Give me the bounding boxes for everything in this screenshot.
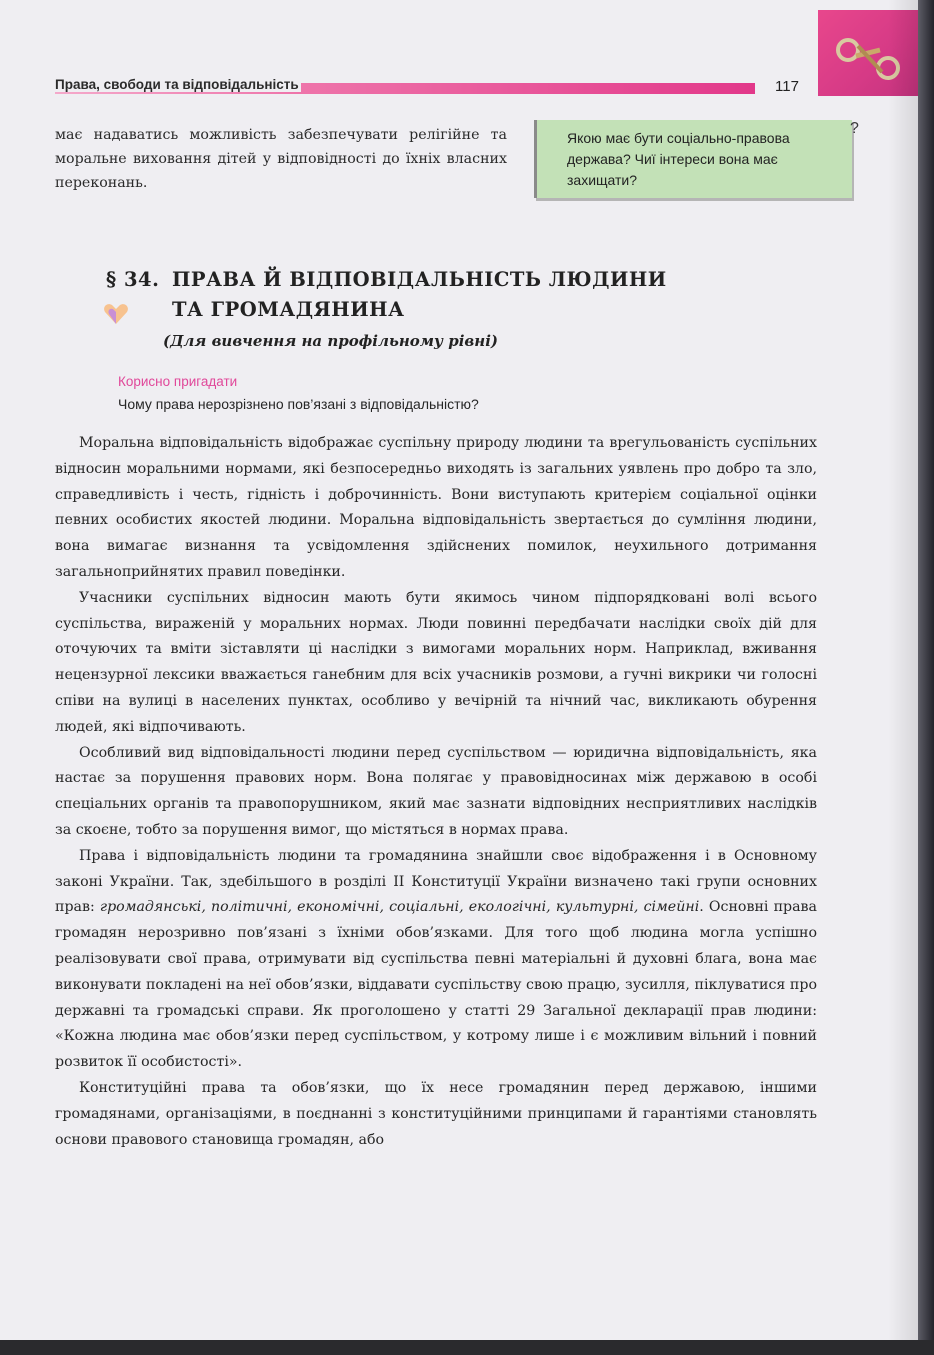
section-subtitle: (Для вивчення на профільному рівні): [163, 332, 499, 350]
section-title-line-1: ПРАВА Й ВІДПОВІДАЛЬНІСТЬ ЛЮДИНИ: [172, 268, 667, 291]
paragraph: Конституційні права та обов’язки, що їх несе громадянин перед державою, іншими громадянами, організаціями, в поєднанні з конституційними принципами й гарантіями становлять основи правового становища громадян, або: [55, 1079, 817, 1148]
page-bottom-edge: [0, 1340, 934, 1355]
recall-question: Чому права нерозрізнено пов’язані з відповідальністю?: [118, 396, 479, 412]
corner-tab: [818, 10, 918, 96]
paragraph: Моральна відповідальність відображає суспільну природу людини та врегульованість суспільних відносин моральними нормами, які безпосередньо виходять із загальних уявлень про добро та зло, справедливість і честь, гідність і доброчинність. Вони виступають критерієм соціальної оцінки певних особистих якостей людини. Моральна відповідальність звертається до сумління людини, вона вимагає визнання та усвідомлення здійснених помилок, неухильного дотримання загальноприйнятих правил поведінки.: [55, 435, 817, 580]
paragraph: Учасники суспільних відносин мають бути якимось чином підпорядковані волі всього суспільства, вираженій у моральних нормах. Люди повинні передбачати наслідки своїх дій для оточуючих та вміти зіставляти ці наслідки з вимогами моральних норм. Наприклад, вживання нецензурної лексики вважається ганебним для всіх учасників розмови, а гучні викрики чи голосні співи на вулиці в населених пунктах, особливо у вечірній та нічний час, викликають обурення людей, які відпочивають.: [55, 589, 817, 735]
paragraph-text: . Основні права громадян нерозривно пов’язані з їхніми обов’язками. Для того щоб людина могла успішно реалізовувати свої права, отримувати від суспільства певні матеріальні й духовні блага, вона має виконувати покладені на неї обов’язки, віддавати суспільству свою працю, зусилля, піклуватися про державні та громадські справи. Як проголошено у статті 29 Загальної декларації прав людини: «Кожна людина має обов’язки перед суспільством, у котрому лише і є можливим вільний і повний розвиток її особистості».: [55, 899, 818, 1071]
book-spine-edge: [918, 0, 934, 1355]
question-box-text: Якою має бути соціально-правова держава? Чиї інтереси вона має захищати?: [567, 130, 790, 188]
page-number: 117: [775, 78, 799, 95]
heart-icon: [103, 303, 129, 325]
running-header: [55, 76, 810, 98]
paragraph-text: Права і відповідальність людини та громадянина знайшли своє відображення і в Основному законі України. Так, здебільшого в розділі II Конституції України визначено такі групи основних прав:: [55, 847, 817, 916]
paragraph: [55, 844, 817, 1076]
question-mark-icon: ?: [850, 120, 859, 137]
rights-groups-emphasis: громадянські, політичні, економічні, соціальні, екологічні, культурні, сімейні: [99, 899, 700, 916]
running-header-title: Права, свободи та відповідальність: [55, 77, 299, 92]
paragraph: Особливий вид відповідальності людини перед суспільством — юридична відповідальність, яка настає за порушення правових норм. Вона полягає у правовідносинах між державою в особі спеціальних органів та правопорушником, який має зазнати відповідних несприятливих наслідків за скоєне, тобто за порушення вимог, що містяться в нормах права.: [55, 744, 817, 838]
scissors-tab-icon: [818, 10, 918, 96]
body-text: [55, 431, 817, 1153]
intro-paragraph: має надаватись можливість забезпечувати релігійне та моральне виховання дітей у відповідності до їхніх власних переконань.: [55, 127, 507, 191]
question-box: [534, 120, 852, 198]
section-title-line-2: ТА ГРОМАДЯНИНА: [172, 298, 405, 321]
recall-heading: Корисно пригадати: [118, 374, 238, 389]
section-number: § 34.: [106, 268, 160, 291]
